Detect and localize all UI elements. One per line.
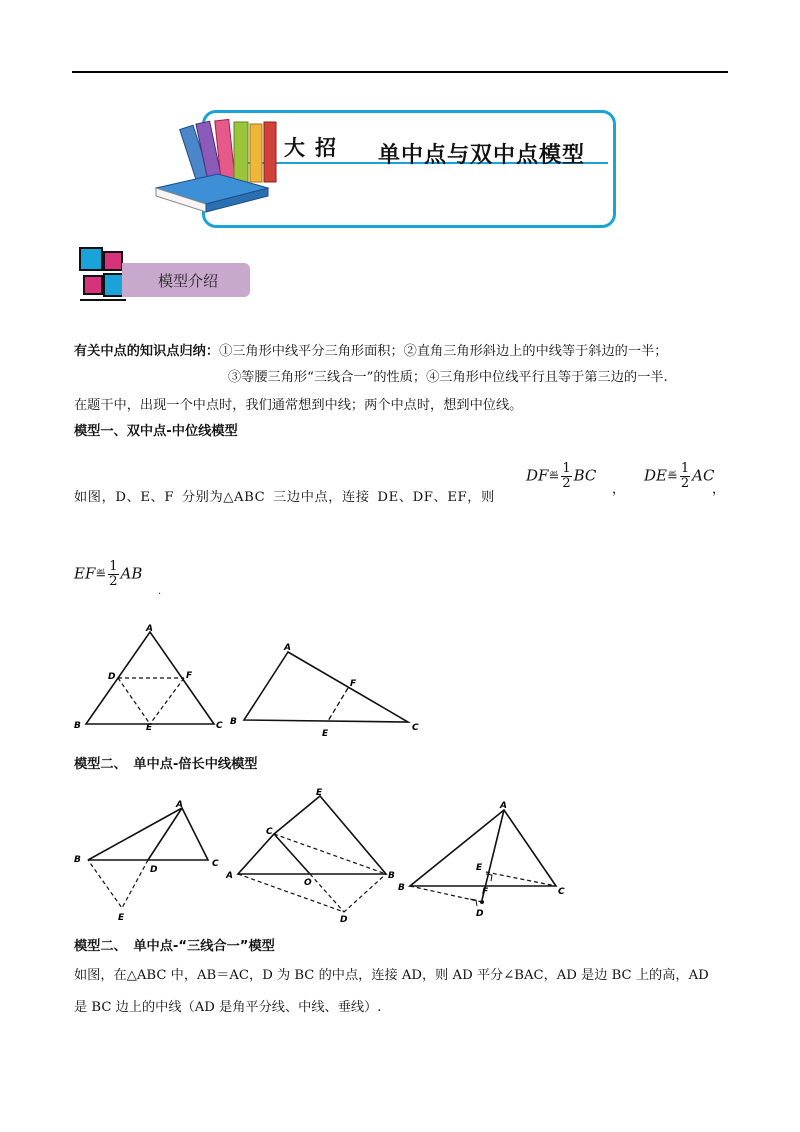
formula-period: . [158, 586, 162, 597]
intro-line-1 [74, 342, 667, 362]
model3-line-1: 如图，在△ABC 中，AB＝AC，D 为 BC 的中点，连接 AD，则 AD 平分∠BAC，AD 是边 BC 上的高，AD [74, 968, 709, 983]
label-A: A [284, 643, 291, 653]
formula-comma-2: ， [712, 482, 726, 497]
formula-df: DF≝ $\frac{1}{2}$ BC [526, 461, 597, 491]
figure-midpoint-segment [228, 640, 428, 740]
intro-line-3: 在题干中，出现一个中点时，我们通常想到中线；两个中点时，想到中位线。 [74, 398, 523, 413]
chapter-banner [148, 106, 618, 230]
intro-lead: 有关中点的知识点归纳： [74, 344, 220, 359]
label-A: A [500, 801, 507, 811]
label-B: B [74, 721, 81, 731]
section-label: 模型介绍 [158, 272, 219, 290]
label-B: B [74, 855, 81, 865]
model1-text: 如图，D、E、F 分别为△ABC 三边中点，连接 DE、DF、EF，则 [74, 490, 495, 505]
label-C: C [216, 721, 223, 731]
label-D: D [340, 915, 348, 925]
figure-double-median-2 [226, 786, 402, 926]
label-E: E [316, 788, 323, 798]
model3-line-2: 是 BC 边上的中线（AD 是角平分线、中线、垂线）. [74, 1000, 382, 1015]
figure-double-median-1 [70, 798, 230, 926]
formula-comma-1: ， [612, 482, 626, 497]
label-D: D [150, 865, 158, 875]
label-C: C [412, 723, 419, 733]
intro-line1-text: ①三角形中线平分三角形面积；②直角三角形斜边上的中线等于斜边的一半； [219, 344, 668, 359]
label-C: C [558, 887, 565, 897]
label-D: D [108, 672, 116, 682]
model1-heading: 模型一、双中点-中位线模型 [74, 424, 238, 439]
formula-de: DE≝ $\frac{1}{2}$ AC [644, 461, 715, 491]
label-E: E [322, 729, 329, 739]
label-E: E [146, 723, 153, 732]
label-B: B [398, 883, 405, 893]
formula-ef: EF≝ $\frac{1}{2}$ AB [74, 559, 143, 589]
label-C: C [266, 827, 273, 837]
banner-title: 单中点与双中点模型 [378, 143, 586, 168]
half-fraction: $\frac{1}{2}$ [109, 559, 118, 589]
label-D: D [476, 909, 484, 919]
label-O: O [304, 878, 312, 888]
intro-line-2: ③等腰三角形“三线合一”的性质；④三角形中位线平行且等于第三边的一半. [228, 370, 668, 385]
label-E: E [118, 913, 125, 923]
label-F: F [482, 887, 489, 897]
figure-midline-triangle [70, 622, 230, 732]
label-F: F [186, 671, 193, 681]
figure-double-median-3 [396, 798, 576, 924]
label-A: A [226, 871, 233, 881]
section-header [78, 246, 252, 304]
label-F: F [350, 679, 357, 689]
half-fraction: $\frac{1}{2}$ [562, 461, 571, 491]
books-icon [148, 116, 288, 216]
half-fraction: $\frac{1}{2}$ [680, 461, 690, 491]
label-B: B [230, 717, 237, 727]
model3-heading: 模型二、 单中点-“三线合一”模型 [74, 939, 275, 954]
header-rule [72, 71, 728, 73]
label-C: C [212, 859, 219, 869]
label-A: A [146, 624, 153, 634]
label-B: B [388, 871, 395, 881]
label-A: A [176, 800, 183, 810]
label-E: E [476, 863, 483, 873]
model2-heading: 模型二、 单中点-倍长中线模型 [74, 757, 258, 772]
banner-small-title: 大招 [284, 136, 346, 160]
